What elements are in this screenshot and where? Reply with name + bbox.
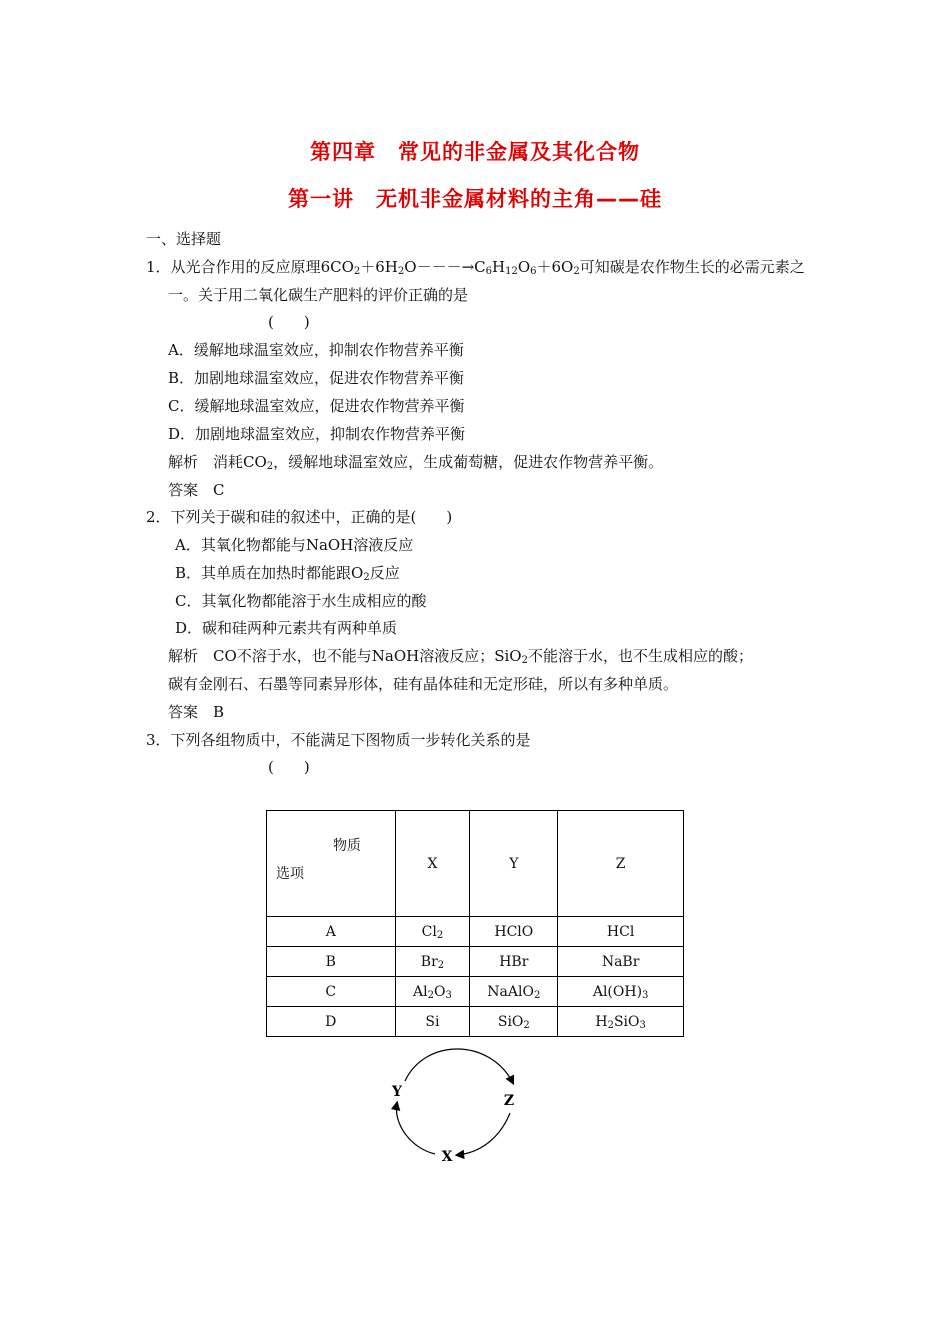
q1-stem-b: 可知碳是农作物生长的必需元素之	[579, 258, 805, 276]
table-row	[267, 1007, 684, 1037]
table-header-cell	[267, 811, 396, 917]
header-option-label: 选项	[276, 866, 304, 882]
q1-analysis: 解析 消耗$CO_2$，缓解地球温室效应，生成葡萄糖，促进农作物营养平衡。	[168, 453, 664, 472]
node-z-label: Z	[503, 1093, 515, 1109]
arrow-y-to-z	[405, 1049, 513, 1083]
q2-answer: 答案 B	[168, 703, 225, 721]
q2-stem: 2．下列关于碳和硅的叙述中，正确的是( )	[146, 508, 453, 526]
q2-option-a: A．其氧化物都能与NaOH溶液反应	[175, 536, 414, 554]
node-y-label: Y	[392, 1084, 402, 1100]
cell-z: HCl	[558, 917, 684, 947]
q2-option-c: C．其氧化物都能溶于水生成相应的酸	[175, 592, 427, 610]
cell-z: NaBr	[558, 947, 684, 977]
row-option: C	[267, 977, 396, 1007]
q1-option-c: C．缓解地球温室效应，促进农作物营养平衡	[168, 397, 465, 415]
arrow-x-to-y	[396, 1103, 435, 1154]
q1-stem-line2: 一。关于用二氧化碳生产肥料的评价正确的是	[168, 286, 469, 304]
cell-x: Si	[395, 1007, 470, 1037]
q3-options-table	[266, 810, 684, 1037]
cell-x: $Br_2$	[395, 947, 470, 977]
q2-option-b: B．其单质在加热时都能跟$O_2$反应	[175, 564, 400, 583]
table-row	[267, 947, 684, 977]
q1-equation: $6CO_2+6H_2O---\to C_6H_{12}O_6+6O_2$	[320, 258, 580, 277]
cell-x: $Cl_2$	[395, 917, 470, 947]
q3-stem: 3．下列各组物质中，不能满足下图物质一步转化关系的是	[146, 731, 531, 749]
q1-number: 1．	[146, 258, 171, 276]
cell-y: HBr	[470, 947, 558, 977]
header-z: Z	[558, 811, 684, 917]
cell-x: $Al_2O_3$	[395, 977, 470, 1007]
cell-y: HClO	[470, 917, 558, 947]
node-x-label: X	[441, 1149, 453, 1165]
table-row	[267, 977, 684, 1007]
table-header-row	[267, 811, 684, 917]
chapter-title: 第四章 常见的非金属及其化合物	[310, 140, 640, 164]
q2-option-d: D．碳和硅两种元素共有两种单质	[175, 619, 398, 637]
q3-answer-paren: ( )	[268, 758, 310, 776]
cell-z: $H_2SiO_3$	[558, 1007, 684, 1037]
cell-z: $Al(OH)_3$	[558, 977, 684, 1007]
q1-answer-paren: ( )	[268, 313, 310, 331]
lecture-title: 第一讲 无机非金属材料的主角——硅	[288, 187, 662, 211]
q1-stem-a: 从光合作用的反应原理	[170, 258, 321, 276]
section-title: 一、选择题	[146, 230, 222, 248]
arrow-z-to-x	[457, 1113, 510, 1155]
row-option: B	[267, 947, 396, 977]
q1-option-a: A．缓解地球温室效应，抑制农作物营养平衡	[168, 341, 464, 359]
q1-option-b: B．加剧地球温室效应，促进农作物营养平衡	[168, 369, 465, 387]
row-option: D	[267, 1007, 396, 1037]
q2-analysis-line2: 碳有金刚石、石墨等同素异形体，硅有晶体硅和无定形硅，所以有多种单质。	[168, 675, 679, 693]
cell-y: SiO$_2$	[470, 1007, 558, 1037]
q1-option-d: D．加剧地球温室效应，抑制农作物营养平衡	[168, 425, 466, 443]
table-row	[267, 917, 684, 947]
header-substance-label: 物质	[333, 838, 361, 854]
q1-stem	[146, 257, 805, 277]
q1-answer: 答案 C	[168, 481, 225, 499]
header-y: Y	[470, 811, 558, 917]
cell-y: NaAlO$_2$	[470, 977, 558, 1007]
row-option: A	[267, 917, 396, 947]
header-x: X	[395, 811, 470, 917]
q2-analysis-line1: 解析 CO不溶于水，也不能与NaOH溶液反应；SiO$_2$不能溶于水，也不生成相应的酸；	[168, 647, 753, 666]
conversion-cycle-diagram	[375, 1038, 535, 1168]
